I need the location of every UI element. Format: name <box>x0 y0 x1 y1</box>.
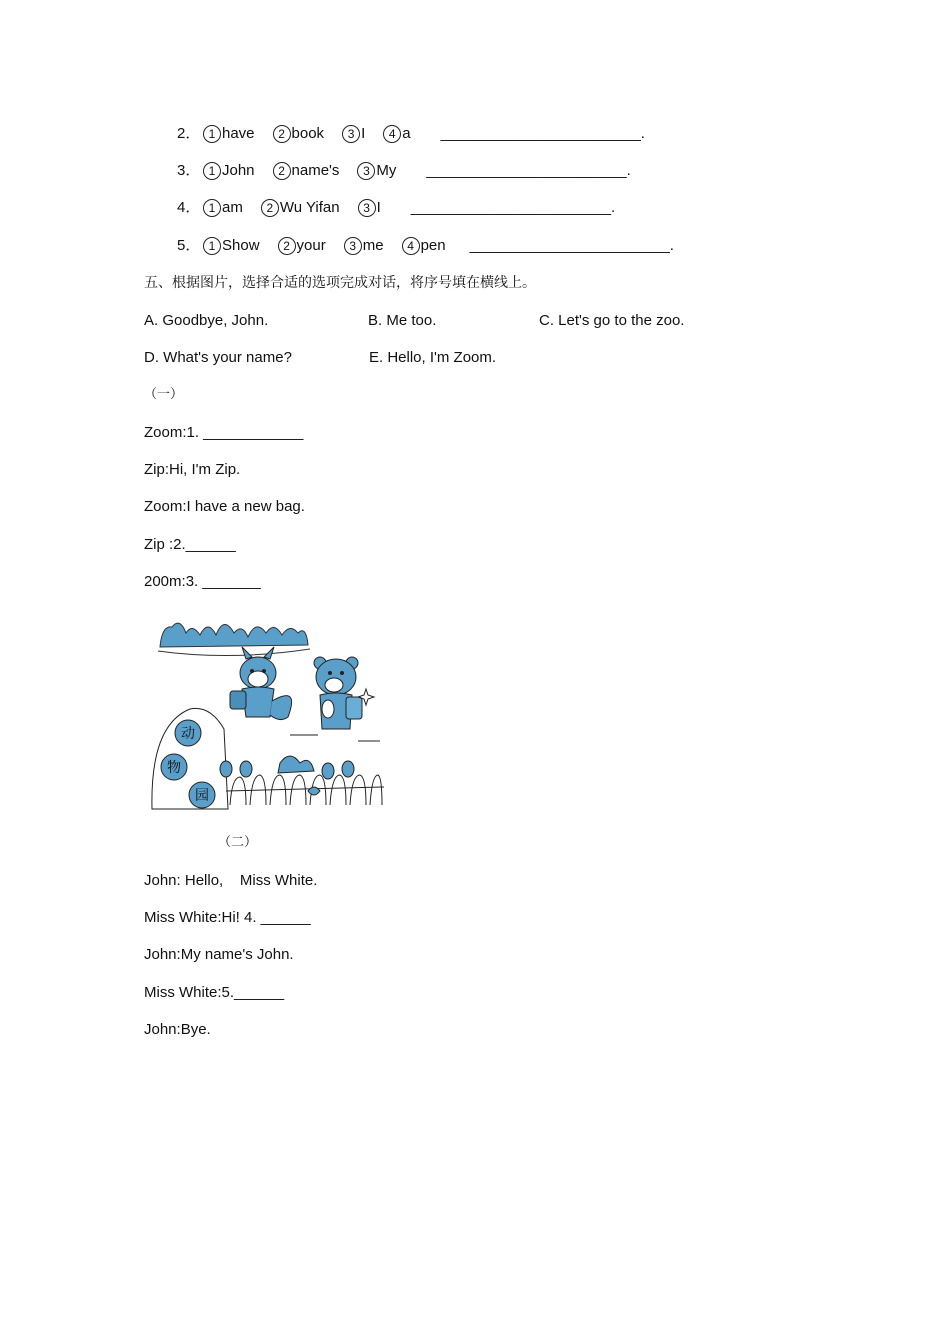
section-heading: 五、根据图片，选择合适的选项完成对话，将序号填在横线上。 <box>144 275 536 291</box>
option-e: E. Hello, I'm Zoom. <box>369 349 497 366</box>
word: your <box>296 237 326 254</box>
squirrel-character <box>230 647 292 720</box>
reorder-item-3 <box>177 161 631 181</box>
part-label: （二） <box>218 835 258 850</box>
word: name's <box>291 162 340 179</box>
item-number: 2． <box>177 125 201 142</box>
item-number: 5． <box>177 237 201 254</box>
bear-character <box>314 657 374 729</box>
item-number: 3． <box>177 162 201 179</box>
dialogue-line: Zip :2.______ <box>144 536 236 553</box>
option-b: B. Me too. <box>368 312 437 329</box>
answer-blank[interactable]: ________________________. <box>426 162 631 179</box>
word: pen <box>420 237 446 254</box>
word: book <box>291 125 325 142</box>
circled-number: 1 <box>203 125 221 143</box>
word: am <box>222 199 243 216</box>
circled-number: 1 <box>203 199 221 217</box>
circled-number: 2 <box>273 162 291 180</box>
zoo-sign <box>152 708 228 809</box>
dialogue-line: 200m:3. _______ <box>144 573 261 590</box>
answer-blank[interactable]: ________________________. <box>440 125 645 142</box>
reorder-item-5 <box>177 236 674 256</box>
option-c: C. Let's go to the zoo. <box>539 312 685 329</box>
answer-blank[interactable]: ________________________. <box>410 199 616 216</box>
dialogue-line: John:My name's John. <box>144 946 294 963</box>
sign-char: 动 <box>181 726 195 742</box>
item-number: 4． <box>177 199 201 216</box>
dialogue-line: John: Hello, Miss White. <box>144 872 318 889</box>
word: have <box>222 125 255 142</box>
option-d: D. What's your name? <box>144 349 292 366</box>
word: I <box>376 199 381 216</box>
sign-char: 园 <box>195 788 209 804</box>
circled-number: 1 <box>203 162 221 180</box>
word: me <box>362 237 384 254</box>
circled-number: 4 <box>402 237 420 255</box>
reorder-item-2 <box>177 124 645 144</box>
word: a <box>402 125 411 142</box>
part-label: （一） <box>144 387 184 402</box>
word: My <box>376 162 397 179</box>
word: I <box>361 125 366 142</box>
fence <box>226 775 384 805</box>
dialogue-line: Miss White:Hi! 4. ______ <box>144 909 311 926</box>
reorder-item-4 <box>177 198 615 218</box>
dialogue-line: Zoom:I have a new bag. <box>144 498 305 515</box>
circled-number: 3 <box>344 237 362 255</box>
word: Wu Yifan <box>279 199 340 216</box>
sign-char: 物 <box>167 760 181 776</box>
tree-row <box>160 623 308 647</box>
answer-blank[interactable]: ________________________. <box>469 237 674 254</box>
circled-number: 2 <box>261 199 279 217</box>
zoo-illustration <box>150 605 386 815</box>
circled-number: 3 <box>358 199 376 217</box>
circled-number: 3 <box>342 125 360 143</box>
dialogue-line: Zip:Hi, I'm Zip. <box>144 461 241 478</box>
circled-number: 2 <box>278 237 296 255</box>
word: John <box>222 162 255 179</box>
dialogue-line: Zoom:1. ____________ <box>144 424 304 441</box>
circled-number: 2 <box>273 125 291 143</box>
dialogue-line: Miss White:5.______ <box>144 984 285 1001</box>
word: Show <box>222 237 260 254</box>
dialogue-line: John:Bye. <box>144 1021 211 1038</box>
circled-number: 4 <box>383 125 401 143</box>
circled-number: 1 <box>203 237 221 255</box>
circled-number: 3 <box>357 162 375 180</box>
option-a: A. Goodbye, John. <box>144 312 269 329</box>
